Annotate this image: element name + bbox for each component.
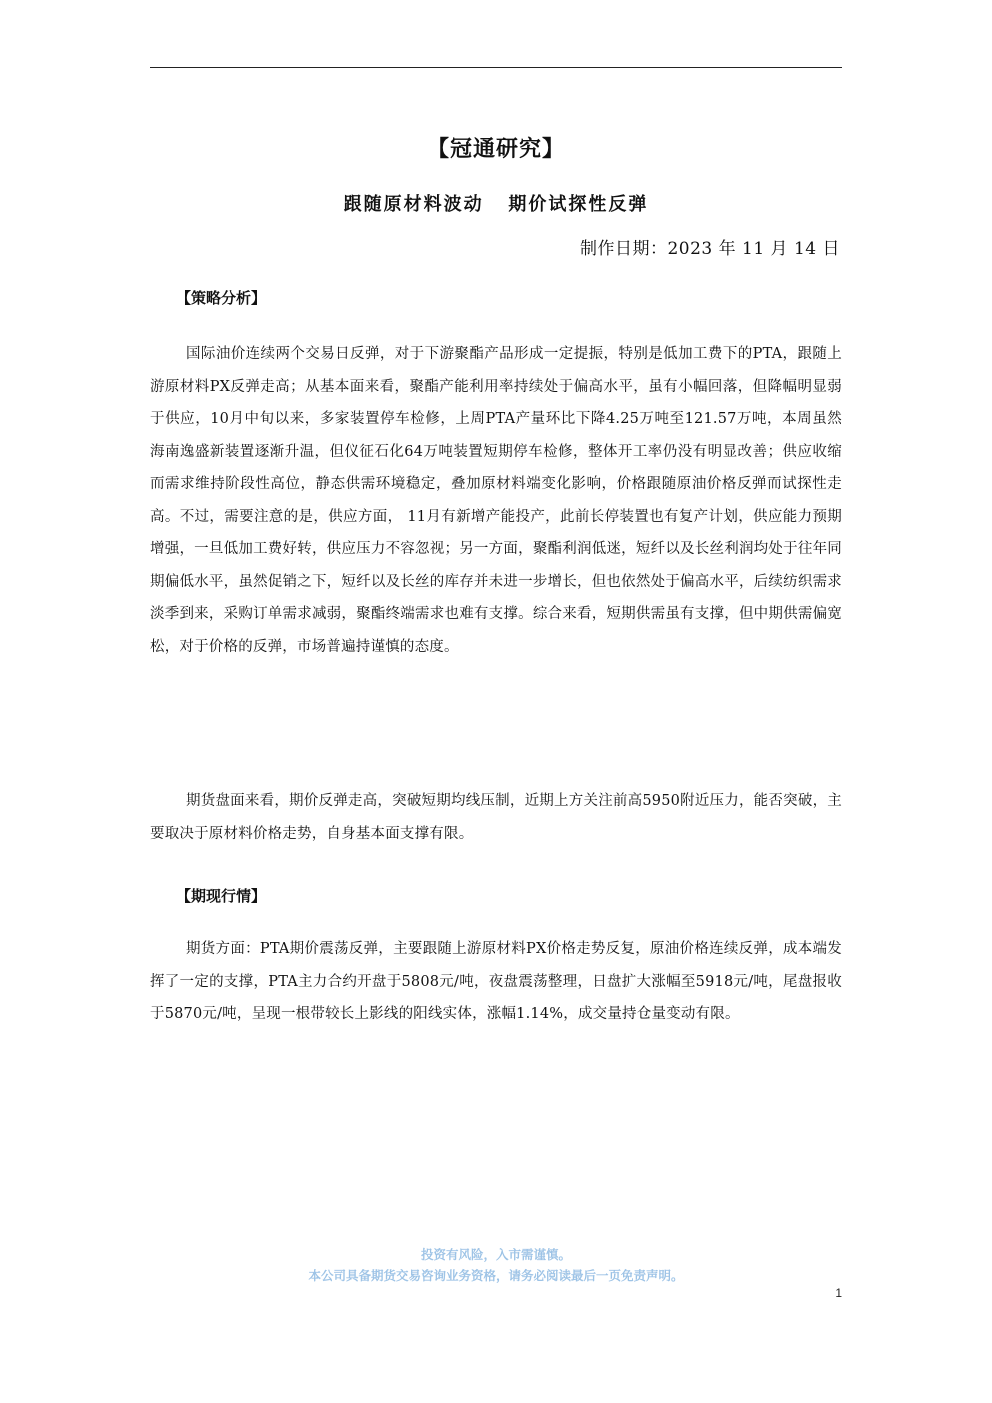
footer-risk-warning: 投资有风险，入市需谨慎。 [420, 1247, 571, 1262]
market-paragraph-1: 期货方面：PTA期价震荡反弹，主要跟随上游原材料PX价格走势反复，原油价格连续反弹，成本端发挥了一定的支撑，PTA主力合约开盘于5808元/吨，夜盘震荡整理，日盘扩大涨幅至5918元/吨，尾盘报收于5870元/吨，呈现一根带较长上影线的阳线实体，涨幅1.14%，成交量持仓量变动有限。 [150, 941, 842, 1022]
strategy-paragraph-1: 国际油价连续两个交易日反弹，对于下游聚酯产品形成一定提振，特别是低加工费下的PTA，跟随上游原材料PX反弹走高；从基本面来看，聚酯产能利用率持续处于偏高水平，虽有小幅回落，但降幅明显弱于供应，10月中旬以来，多家装置停车检修，上周PTA产量环比下降4.25万吨至121.57万吨，本周虽然海南逸盛新装置逐渐升温，但仪征石化64万吨装置短期停车检修，整体开工率仍没有明显改善；供应收缩而需求维持阶段性高位，静态供需环境稳定，叠加原材料端变化影响，价格跟随原油价格反弹而试探性走高。不过，需要注意的是，供应方面， 11月有新增产能投产，此前长停装置也有复产计划，供应能力预期增强，一旦低加工费好转，供应压力不容忽视；另一方面，聚酯利润低迷，短纤以及长丝利润均处于往年同期偏低水平，虽然促销之下，短纤以及长丝的库存并未进一步增长，但也依然处于偏高水平，后续纺织需求淡季到来，采购订单需求减弱，聚酯终端需求也难有支撑。综合来看，短期供需虽有支撑，但中期供需偏宽松，对于价格的反弹，市场普遍持谨慎的态度。 [150, 346, 842, 655]
page-number: 1 [835, 1286, 842, 1300]
section-heading-market: 【期现行情】 [176, 887, 267, 905]
header-rule [150, 67, 842, 68]
footer-disclaimer: 本公司具备期货交易咨询业务资格，请务必阅读最后一页免责声明。 [308, 1268, 684, 1283]
strategy-paragraph-2: 期货盘面来看，期价反弹走高，突破短期均线压制，近期上方关注前高5950附近压力，能否突破，主要取决于原材料价格走势，自身基本面支撑有限。 [150, 793, 842, 842]
section-heading-strategy: 【策略分析】 [176, 289, 267, 307]
report-date: 制作日期：2023 年 11 月 14 日 [579, 239, 840, 259]
brand-title: 【冠通研究】 [426, 137, 565, 162]
report-headline: 跟随原材料波动 期价试探性反弹 [343, 194, 649, 215]
